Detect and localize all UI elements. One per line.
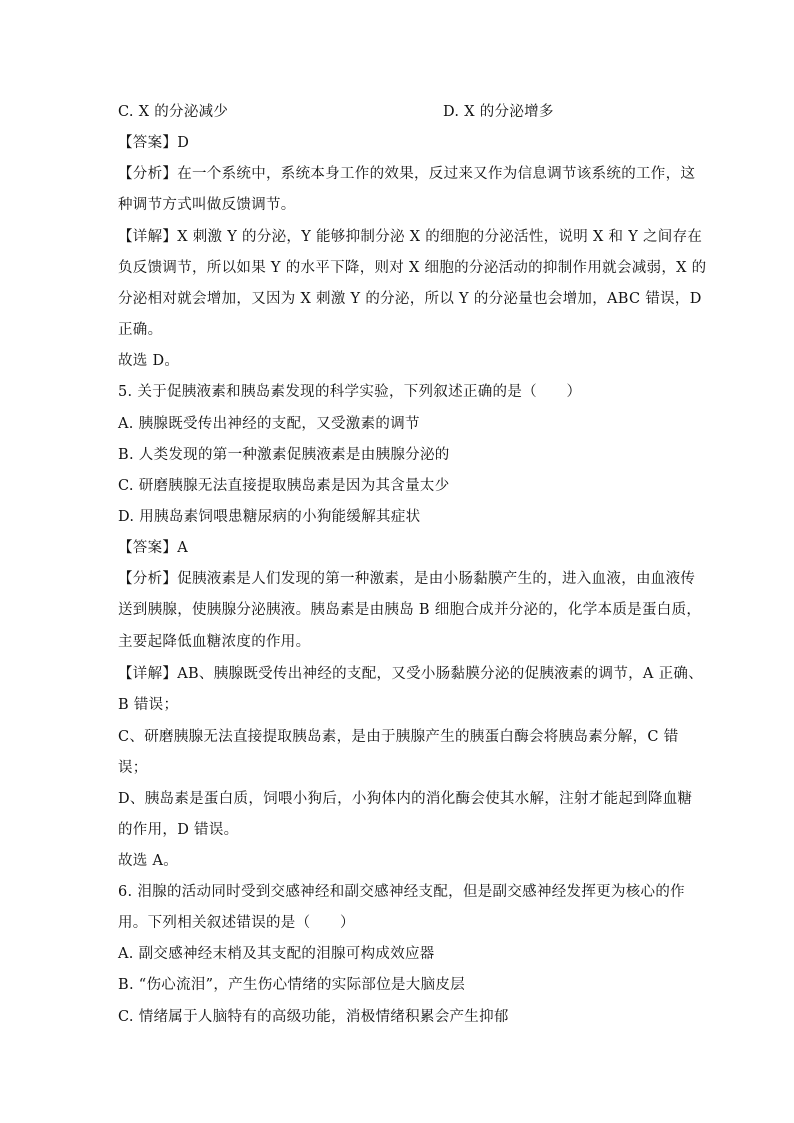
- q6-stem-line-2: 用。下列相关叙述错误的是（ ）: [118, 915, 355, 931]
- detail-text: AB、胰腺既受传出神经的支配，又受小肠黏膜分泌的促胰液素的调节，A 正确、: [177, 666, 704, 682]
- q6-stem-line-1: 6. 泪腺的活动同时受到交感神经和副交感神经支配，但是副交感神经发挥更为核心的作: [118, 884, 685, 900]
- answer-tag: 【答案】: [118, 540, 178, 556]
- q5-conclusion: 故选 A。: [118, 853, 179, 869]
- q5-option-a: A. 胰腺既受传出神经的支配，又受激素的调节: [118, 416, 420, 432]
- q6-option-c: C. 情绪属于人脑特有的高级功能，消极情绪积累会产生抑郁: [118, 1009, 509, 1025]
- q5-stem: 5. 关于促胰液素和胰岛素发现的科学实验，下列叙述正确的是（ ）: [118, 384, 582, 400]
- analysis-tag: 【分析】: [118, 166, 178, 182]
- q5-analysis-line-3: 主要起降低血糖浓度的作用。: [118, 634, 311, 650]
- q5-detail-line-2: B 错误；: [118, 697, 179, 713]
- detail-tag: 【详解】: [118, 666, 178, 682]
- analysis-tag: 【分析】: [118, 571, 178, 587]
- q5-option-b: B. 人类发现的第一种激素促胰液素是由胰腺分泌的: [118, 447, 450, 463]
- q4-option-c: C. X 的分泌减少: [118, 104, 229, 120]
- analysis-text: 促胰液素是人们发现的第一种激素，是由小肠黏膜产生的，进入血液，由血液传: [177, 571, 696, 587]
- q4-conclusion: 故选 D。: [118, 353, 180, 369]
- q5-option-d: D. 用胰岛素饲喂患糖尿病的小狗能缓解其症状: [118, 509, 421, 525]
- q4-option-d: D. X 的分泌增多: [443, 104, 554, 120]
- q4-detail-line-2: 负反馈调节，所以如果 Y 的水平下降，则对 X 细胞的分泌活动的抑制作用就会减弱，X 的: [118, 260, 707, 276]
- q5-detail-line-5: D、胰岛素是蛋白质，饲喂小狗后，小狗体内的消化酶会使其水解，注射才能起到降血糖: [118, 791, 693, 807]
- answer-value: D: [177, 135, 190, 151]
- answer-value: A: [177, 540, 188, 556]
- q5-analysis-line-2: 送到胰腺，使胰腺分泌胰液。胰岛素是由胰岛 B 细胞合成并分泌的，化学本质是蛋白质，: [118, 602, 702, 618]
- answer-tag: 【答案】: [118, 135, 178, 151]
- q5-detail-line-4: 误；: [118, 760, 148, 776]
- detail-text: X 刺激 Y 的分泌，Y 能够抑制分泌 X 的细胞的分泌活性，说明 X 和 Y 之间存在: [177, 229, 703, 245]
- q4-detail-line-3: 分泌相对就会增加，又因为 X 刺激 Y 的分泌，所以 Y 的分泌量也会增加，ABC 错误，D: [118, 291, 702, 307]
- q5-option-c: C. 研磨胰腺无法直接提取胰岛素是因为其含量太少: [118, 478, 450, 494]
- analysis-text: 在一个系统中，系统本身工作的效果，反过来又作为信息调节该系统的工作，这: [177, 166, 696, 182]
- q5-detail-line-3: C、研磨胰腺无法直接提取胰岛素，是由于胰腺产生的胰蛋白酶会将胰岛素分解，C 错: [118, 729, 679, 745]
- q5-detail-line-1: [118, 664, 703, 684]
- q4-detail-line-1: [118, 227, 702, 247]
- q5-answer: [118, 538, 188, 558]
- q4-detail-line-4: 正确。: [118, 322, 163, 338]
- q6-option-a: A. 副交感神经末梢及其支配的泪腺可构成效应器: [118, 946, 435, 962]
- q4-answer: [118, 133, 189, 153]
- q5-detail-line-6: 的作用，D 错误。: [118, 822, 239, 838]
- detail-tag: 【详解】: [118, 229, 178, 245]
- q6-option-b: B. “伤心流泪”，产生伤心情绪的实际部位是大脑皮层: [118, 977, 465, 993]
- q4-analysis-line-2: 种调节方式叫做反馈调节。: [118, 197, 296, 213]
- q5-analysis-line-1: [118, 569, 695, 589]
- q4-analysis-line-1: [118, 164, 695, 184]
